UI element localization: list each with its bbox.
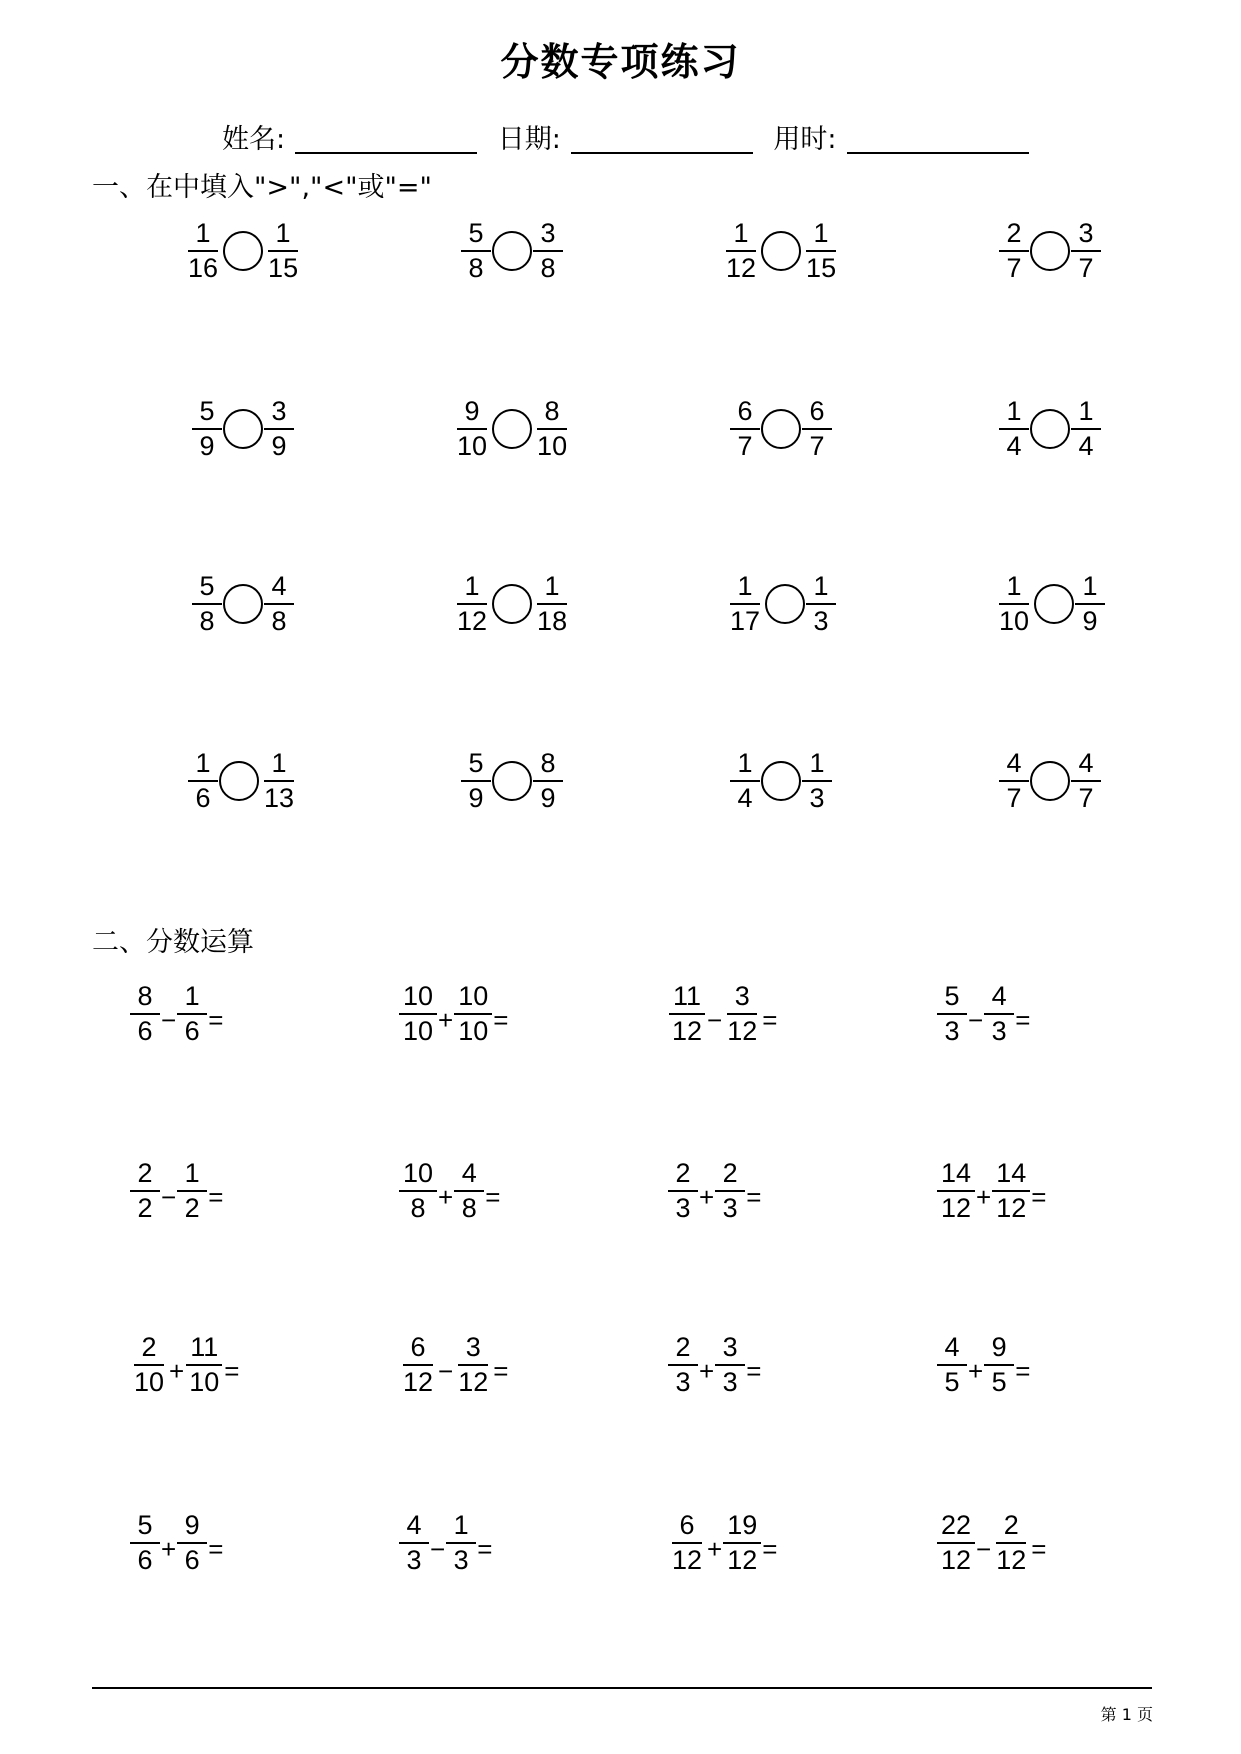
first-fraction	[937, 1334, 967, 1396]
denominator: 13	[264, 783, 295, 813]
left-fraction	[184, 220, 222, 282]
left-fraction	[730, 750, 760, 812]
equals-sign: =	[485, 1181, 501, 1212]
numerator: 6	[403, 1334, 433, 1366]
numerator: 10	[454, 983, 492, 1015]
left-fraction	[461, 220, 491, 282]
denominator: 12	[403, 1367, 434, 1397]
second-fraction	[177, 1512, 207, 1574]
numerator: 3	[533, 220, 563, 252]
arithmetic-problem	[399, 1512, 492, 1574]
numerator: 2	[715, 1160, 745, 1192]
numerator: 4	[454, 1160, 484, 1192]
compare-problem	[995, 573, 1105, 635]
compare-problem	[999, 398, 1101, 460]
operator: −	[161, 1004, 177, 1035]
operator: +	[976, 1181, 992, 1212]
left-fraction	[188, 750, 218, 812]
left-fraction	[726, 573, 764, 635]
numerator: 1	[730, 750, 760, 782]
first-fraction	[399, 1512, 429, 1574]
answer-circle[interactable]	[761, 761, 801, 801]
numerator: 5	[461, 750, 491, 782]
first-fraction	[399, 1160, 437, 1222]
answer-circle[interactable]	[492, 584, 532, 624]
second-fraction	[177, 1160, 207, 1222]
second-fraction	[715, 1160, 745, 1222]
numerator: 8	[533, 750, 563, 782]
numerator: 10	[399, 1160, 437, 1192]
numerator: 9	[984, 1334, 1014, 1366]
answer-circle[interactable]	[492, 409, 532, 449]
numerator: 5	[192, 573, 222, 605]
numerator: 6	[730, 398, 760, 430]
numerator: 10	[399, 983, 437, 1015]
denominator: 6	[184, 1016, 200, 1046]
operator: +	[699, 1181, 715, 1212]
compare-problem	[726, 573, 836, 635]
numerator: 4	[399, 1512, 429, 1544]
denominator: 10	[999, 606, 1030, 636]
section1-title: 一、在中填入">","<"或"="	[92, 172, 432, 203]
equals-sign: =	[493, 1355, 509, 1386]
numerator: 1	[537, 573, 567, 605]
arithmetic-problem	[130, 983, 223, 1045]
answer-circle[interactable]	[761, 231, 801, 271]
denominator: 7	[1006, 783, 1022, 813]
numerator: 14	[992, 1160, 1030, 1192]
numerator: 1	[999, 573, 1029, 605]
denominator: 7	[1006, 253, 1022, 283]
denominator: 6	[184, 1545, 200, 1575]
numerator: 1	[806, 220, 836, 252]
denominator: 12	[941, 1193, 972, 1223]
numerator: 22	[937, 1512, 975, 1544]
denominator: 3	[944, 1016, 960, 1046]
denominator: 3	[722, 1367, 738, 1397]
numerator: 1	[446, 1512, 476, 1544]
numerator: 3	[264, 398, 294, 430]
numerator: 4	[984, 983, 1014, 1015]
denominator: 8	[410, 1193, 426, 1223]
first-fraction	[668, 983, 706, 1045]
first-fraction	[668, 1512, 706, 1574]
denominator: 9	[468, 783, 484, 813]
right-fraction	[802, 750, 832, 812]
second-fraction	[992, 1160, 1030, 1222]
compare-problem	[192, 398, 294, 460]
denominator: 8	[468, 253, 484, 283]
equals-sign: =	[762, 1533, 778, 1564]
equals-sign: =	[746, 1355, 762, 1386]
compare-problem	[453, 398, 571, 460]
denominator: 7	[809, 431, 825, 461]
numerator: 1	[268, 220, 298, 252]
compare-problem	[453, 573, 571, 635]
denominator: 3	[991, 1016, 1007, 1046]
right-fraction	[533, 220, 563, 282]
left-fraction	[461, 750, 491, 812]
denominator: 9	[540, 783, 556, 813]
second-fraction	[984, 1334, 1014, 1396]
left-fraction	[192, 573, 222, 635]
denominator: 12	[457, 606, 488, 636]
operator: −	[707, 1004, 723, 1035]
compare-problem	[722, 220, 840, 282]
denominator: 10	[457, 431, 488, 461]
denominator: 15	[806, 253, 837, 283]
denominator: 2	[137, 1193, 153, 1223]
denominator: 12	[726, 253, 757, 283]
numerator: 3	[715, 1334, 745, 1366]
denominator: 3	[722, 1193, 738, 1223]
numerator: 5	[192, 398, 222, 430]
arithmetic-problem	[937, 1160, 1046, 1222]
right-fraction	[806, 573, 836, 635]
section2-title: 二、分数运算	[92, 927, 254, 958]
second-fraction	[446, 1512, 476, 1574]
numerator: 19	[723, 1512, 761, 1544]
numerator: 11	[669, 983, 705, 1015]
numerator: 5	[461, 220, 491, 252]
numerator: 1	[177, 983, 207, 1015]
time-blank[interactable]	[847, 122, 1029, 154]
arithmetic-problem	[399, 1160, 500, 1222]
denominator: 3	[813, 606, 829, 636]
right-fraction	[1071, 220, 1101, 282]
left-fraction	[730, 398, 760, 460]
denominator: 12	[996, 1545, 1027, 1575]
denominator: 4	[1078, 431, 1094, 461]
answer-circle[interactable]	[219, 761, 259, 801]
equals-sign: =	[1015, 1355, 1031, 1386]
compare-problem	[730, 398, 832, 460]
name-label: 姓名:	[222, 124, 286, 155]
first-fraction	[668, 1160, 698, 1222]
denominator: 9	[271, 431, 287, 461]
denominator: 12	[672, 1016, 703, 1046]
name-blank[interactable]	[295, 122, 477, 154]
numerator: 11	[186, 1334, 222, 1366]
second-fraction	[723, 983, 761, 1045]
operator: −	[968, 1004, 984, 1035]
denominator: 7	[737, 431, 753, 461]
first-fraction	[130, 1160, 160, 1222]
right-fraction	[802, 398, 832, 460]
left-fraction	[999, 750, 1029, 812]
numerator: 4	[999, 750, 1029, 782]
answer-circle[interactable]	[223, 231, 263, 271]
numerator: 1	[806, 573, 836, 605]
left-fraction	[453, 398, 491, 460]
denominator: 10	[134, 1367, 165, 1397]
denominator: 3	[809, 783, 825, 813]
first-fraction	[668, 1334, 698, 1396]
arithmetic-problem	[130, 1334, 239, 1396]
denominator: 12	[727, 1545, 758, 1575]
numerator: 2	[668, 1160, 698, 1192]
denominator: 8	[540, 253, 556, 283]
second-fraction	[454, 1160, 484, 1222]
denominator: 5	[991, 1367, 1007, 1397]
answer-circle[interactable]	[1034, 584, 1074, 624]
footer-divider	[92, 1687, 1152, 1689]
left-fraction	[722, 220, 760, 282]
operator: +	[169, 1355, 185, 1386]
answer-circle[interactable]	[223, 409, 263, 449]
first-fraction	[130, 983, 160, 1045]
denominator: 18	[537, 606, 568, 636]
second-fraction	[177, 983, 207, 1045]
answer-circle[interactable]	[223, 584, 263, 624]
second-fraction	[723, 1512, 761, 1574]
denominator: 5	[944, 1367, 960, 1397]
numerator: 5	[937, 983, 967, 1015]
second-fraction	[454, 983, 492, 1045]
equals-sign: =	[477, 1533, 493, 1564]
answer-circle[interactable]	[492, 761, 532, 801]
denominator: 8	[271, 606, 287, 636]
numerator: 2	[999, 220, 1029, 252]
answer-circle[interactable]	[765, 584, 805, 624]
second-fraction	[984, 983, 1014, 1045]
numerator: 6	[672, 1512, 702, 1544]
denominator: 3	[675, 1193, 691, 1223]
right-fraction	[1071, 750, 1101, 812]
denominator: 3	[406, 1545, 422, 1575]
numerator: 5	[130, 1512, 160, 1544]
arithmetic-problem	[668, 1160, 761, 1222]
denominator: 7	[1078, 253, 1094, 283]
first-fraction	[130, 1512, 160, 1574]
operator: +	[707, 1533, 723, 1564]
denominator: 10	[537, 431, 568, 461]
equals-sign: =	[208, 1004, 224, 1035]
right-fraction	[533, 398, 571, 460]
arithmetic-problem	[937, 983, 1030, 1045]
denominator: 6	[137, 1545, 153, 1575]
compare-problem	[192, 573, 294, 635]
arithmetic-problem	[937, 1334, 1030, 1396]
numerator: 4	[937, 1334, 967, 1366]
second-fraction	[992, 1512, 1030, 1574]
denominator: 3	[675, 1367, 691, 1397]
numerator: 2	[668, 1334, 698, 1366]
equals-sign: =	[208, 1181, 224, 1212]
numerator: 4	[264, 573, 294, 605]
equals-sign: =	[208, 1533, 224, 1564]
numerator: 1	[1075, 573, 1105, 605]
left-fraction	[453, 573, 491, 635]
denominator: 12	[458, 1367, 489, 1397]
denominator: 10	[189, 1367, 220, 1397]
arithmetic-problem	[668, 983, 777, 1045]
denominator: 12	[996, 1193, 1027, 1223]
page-number: 第 1 页	[1100, 1705, 1153, 1724]
denominator: 12	[727, 1016, 758, 1046]
operator: +	[438, 1004, 454, 1035]
right-fraction	[264, 220, 302, 282]
answer-circle[interactable]	[1030, 761, 1070, 801]
first-fraction	[937, 1512, 975, 1574]
left-fraction	[999, 220, 1029, 282]
denominator: 8	[199, 606, 215, 636]
right-fraction	[533, 750, 563, 812]
denominator: 7	[1078, 783, 1094, 813]
denominator: 4	[737, 783, 753, 813]
arithmetic-problem	[130, 1160, 223, 1222]
operator: −	[438, 1355, 454, 1386]
denominator: 10	[403, 1016, 434, 1046]
compare-problem	[188, 750, 298, 812]
denominator: 6	[195, 783, 211, 813]
denominator: 6	[137, 1016, 153, 1046]
arithmetic-problem	[399, 983, 508, 1045]
numerator: 1	[264, 750, 294, 782]
arithmetic-problem	[399, 1334, 508, 1396]
operator: −	[161, 1181, 177, 1212]
numerator: 8	[130, 983, 160, 1015]
right-fraction	[264, 398, 294, 460]
left-fraction	[192, 398, 222, 460]
numerator: 3	[458, 1334, 488, 1366]
left-fraction	[995, 573, 1033, 635]
denominator: 4	[1006, 431, 1022, 461]
right-fraction	[260, 750, 298, 812]
answer-circle[interactable]	[761, 409, 801, 449]
first-fraction	[937, 1160, 975, 1222]
student-info-row	[222, 122, 1041, 158]
arithmetic-problem	[130, 1512, 223, 1574]
equals-sign: =	[1031, 1533, 1047, 1564]
numerator: 2	[130, 1160, 160, 1192]
numerator: 1	[177, 1160, 207, 1192]
numerator: 3	[727, 983, 757, 1015]
equals-sign: =	[224, 1355, 240, 1386]
denominator: 3	[453, 1545, 469, 1575]
answer-circle[interactable]	[1030, 409, 1070, 449]
compare-problem	[999, 750, 1101, 812]
equals-sign: =	[1015, 1004, 1031, 1035]
numerator: 1	[1071, 398, 1101, 430]
arithmetic-problem	[937, 1512, 1046, 1574]
compare-problem	[184, 220, 302, 282]
numerator: 1	[999, 398, 1029, 430]
second-fraction	[715, 1334, 745, 1396]
right-fraction	[533, 573, 571, 635]
compare-problem	[461, 750, 563, 812]
operator: −	[976, 1533, 992, 1564]
numerator: 3	[1071, 220, 1101, 252]
date-label: 日期:	[497, 124, 561, 155]
numerator: 8	[537, 398, 567, 430]
operator: +	[968, 1355, 984, 1386]
operator: −	[430, 1533, 446, 1564]
answer-circle[interactable]	[1030, 231, 1070, 271]
numerator: 14	[937, 1160, 975, 1192]
numerator: 1	[726, 220, 756, 252]
denominator: 10	[458, 1016, 489, 1046]
numerator: 2	[134, 1334, 164, 1366]
compare-problem	[730, 750, 832, 812]
numerator: 1	[188, 750, 218, 782]
denominator: 16	[188, 253, 219, 283]
numerator: 1	[457, 573, 487, 605]
numerator: 1	[730, 573, 760, 605]
arithmetic-problem	[668, 1512, 777, 1574]
operator: +	[161, 1533, 177, 1564]
equals-sign: =	[762, 1004, 778, 1035]
numerator: 1	[188, 220, 218, 252]
denominator: 17	[730, 606, 761, 636]
numerator: 2	[996, 1512, 1026, 1544]
numerator: 9	[457, 398, 487, 430]
left-fraction	[999, 398, 1029, 460]
denominator: 8	[461, 1193, 477, 1223]
numerator: 4	[1071, 750, 1101, 782]
second-fraction	[454, 1334, 492, 1396]
numerator: 9	[177, 1512, 207, 1544]
denominator: 15	[268, 253, 299, 283]
first-fraction	[399, 983, 437, 1045]
equals-sign: =	[746, 1181, 762, 1212]
compare-problem	[461, 220, 563, 282]
denominator: 9	[1082, 606, 1098, 636]
operator: +	[699, 1355, 715, 1386]
right-fraction	[1071, 398, 1101, 460]
right-fraction	[264, 573, 294, 635]
equals-sign: =	[1031, 1181, 1047, 1212]
operator: +	[438, 1181, 454, 1212]
denominator: 2	[184, 1193, 200, 1223]
first-fraction	[937, 983, 967, 1045]
first-fraction	[399, 1334, 437, 1396]
second-fraction	[185, 1334, 223, 1396]
equals-sign: =	[493, 1004, 509, 1035]
first-fraction	[130, 1334, 168, 1396]
time-label: 用时:	[773, 124, 837, 155]
numerator: 1	[802, 750, 832, 782]
compare-problem	[999, 220, 1101, 282]
right-fraction	[802, 220, 840, 282]
denominator: 12	[672, 1545, 703, 1575]
denominator: 12	[941, 1545, 972, 1575]
denominator: 9	[199, 431, 215, 461]
date-blank[interactable]	[571, 122, 753, 154]
answer-circle[interactable]	[492, 231, 532, 271]
right-fraction	[1075, 573, 1105, 635]
arithmetic-problem	[668, 1334, 761, 1396]
page-title: 分数专项练习	[500, 40, 741, 84]
numerator: 6	[802, 398, 832, 430]
